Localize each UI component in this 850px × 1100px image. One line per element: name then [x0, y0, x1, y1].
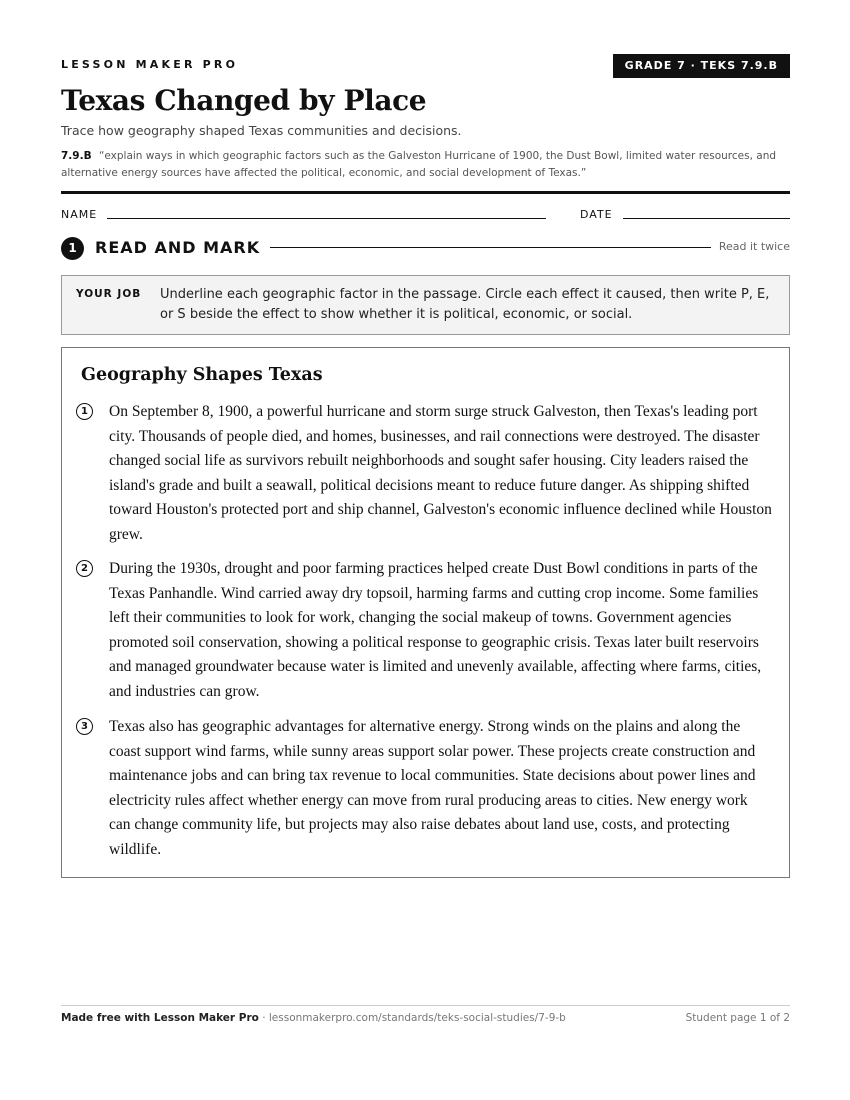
- section-divider: [270, 247, 711, 248]
- paragraph-text: Texas also has geographic advantages for alternative energy. Strong winds on the plains and along the coast support wind farms, while sunny areas support solar power. These projects create construction and maintenance jobs and can bring tax revenue to local communities. State decisions about power lines and electricity rules affect whether energy can move from rural producing areas to cities. New energy work can change community life, but projects may also raise debates about land use, costs, and protecting wildlife.: [109, 718, 756, 858]
- standard-code: 7.9.B: [61, 150, 92, 162]
- footer-credit: [61, 1012, 566, 1024]
- grade-badge: GRADE 7 · TEKS 7.9.B: [613, 54, 790, 78]
- name-label: NAME: [61, 208, 98, 221]
- paragraph-number: 3: [76, 718, 93, 735]
- footer-brand: Made free with Lesson Maker Pro: [61, 1012, 259, 1024]
- page-subtitle: Trace how geography shaped Texas communities and decisions.: [61, 123, 462, 138]
- step-number-badge: 1: [61, 237, 84, 260]
- page-title: Texas Changed by Place: [61, 84, 427, 117]
- instructions-text: Underline each geographic factor in the passage. Circle each effect it caused, then write P, E, or S beside the effect to show whether it is political, economic, or social.: [160, 287, 770, 322]
- brand-name: LESSON MAKER PRO: [61, 58, 239, 71]
- paragraph-number: 2: [76, 560, 93, 577]
- date-field[interactable]: [623, 218, 790, 219]
- paragraph-text: During the 1930s, drought and poor farming practices helped create Dust Bowl conditions in parts of the Texas Panhandle. Wind carried away dry topsoil, harming farms and cutting crop income. Some families left their communities to look for work, changing the social makeup of towns. Government agencies promoted soil conservation, showing a political response to geographic crisis. Texas later built reservoirs and managed groundwater because water is limited and unevenly available, affecting where farms, cities, and industries can grow.: [109, 560, 762, 700]
- passage-title: Geography Shapes Texas: [81, 365, 323, 385]
- instructions-box: [61, 275, 790, 335]
- page-number: Student page 1 of 2: [685, 1012, 790, 1024]
- footer-divider: [61, 1005, 790, 1006]
- date-label: DATE: [580, 208, 613, 221]
- header-divider: [61, 191, 790, 194]
- name-field[interactable]: [107, 218, 546, 219]
- footer-separator: ·: [258, 1012, 269, 1024]
- section-note: Read it twice: [718, 240, 790, 253]
- standard-description: [61, 148, 790, 182]
- footer-url[interactable]: lessonmakerpro.com/standards/teks-social-studies/7-9-b: [268, 1012, 566, 1024]
- standard-text: “explain ways in which geographic factors such as the Galveston Hurricane of 1900, the Dust Bowl, limited water resources, and alternative energy sources have affected the political, economic, and social development of Texas.”: [61, 150, 777, 179]
- instructions-label: YOUR JOB: [76, 288, 142, 300]
- section-title: READ AND MARK: [95, 238, 261, 257]
- worksheet-page: [61, 0, 790, 1100]
- paragraph-text: On September 8, 1900, a powerful hurricane and storm surge struck Galveston, then Texas's leading port city. Thousands of people died, and homes, businesses, and rail connections were destroyed. The disaster changed social life as survivors rebuilt neighborhoods and sought safer housing. City leaders raised the island's grade and built a seawall, political decisions meant to reduce future danger. As shipping shifted toward Houston's protected port and ship channel, Galveston's economic influence declined while Houston grew.: [109, 403, 772, 543]
- paragraph-number: 1: [76, 403, 93, 420]
- reading-passage: [61, 347, 790, 878]
